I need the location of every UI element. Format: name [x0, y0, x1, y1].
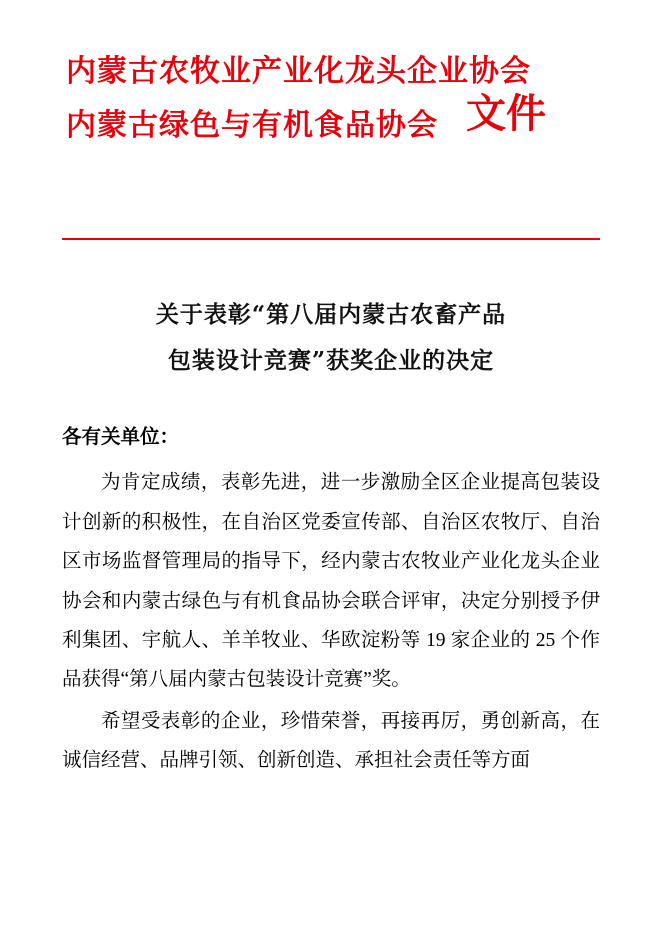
letterhead-document-mark: 文件	[466, 90, 546, 137]
page-title-line-1: 关于表彰“第八届内蒙古农畜产品	[155, 301, 507, 328]
letterhead-divider	[62, 238, 600, 240]
salutation: 各有关单位：	[62, 427, 180, 448]
letterhead	[62, 0, 600, 180]
letterhead-org-line-1: 内蒙古农牧业产业化龙头企业协会	[66, 54, 531, 89]
body-paragraph-1: 为肯定成绩，表彰先进，进一步激励全区企业提高包装设计创新的积极性，在自治区党委宣传部、自治区农牧厅、自治区市场监督管理局的指导下，经内蒙古农牧业产业化龙头企业协会和内蒙古绿色与有机食品协会联合评审，决定分别授予伊利集团、宇航人、羊羊牧业、华欧淀粉等 19 家企业的 25 个作品获得“第八届内蒙古包装设计竞赛”奖。	[62, 472, 600, 691]
document-body	[62, 418, 600, 780]
page-title	[62, 292, 600, 384]
letterhead-org-line-2: 内蒙古绿色与有机食品协会	[66, 107, 438, 143]
page-title-line-2: 包装设计竞赛”获奖企业的决定	[167, 347, 495, 374]
body-paragraph-2: 希望受表彰的企业，珍惜荣誉，再接再厉，勇创新高，在诚信经营、品牌引领、创新创造、承担社会责任等方面	[62, 710, 600, 771]
